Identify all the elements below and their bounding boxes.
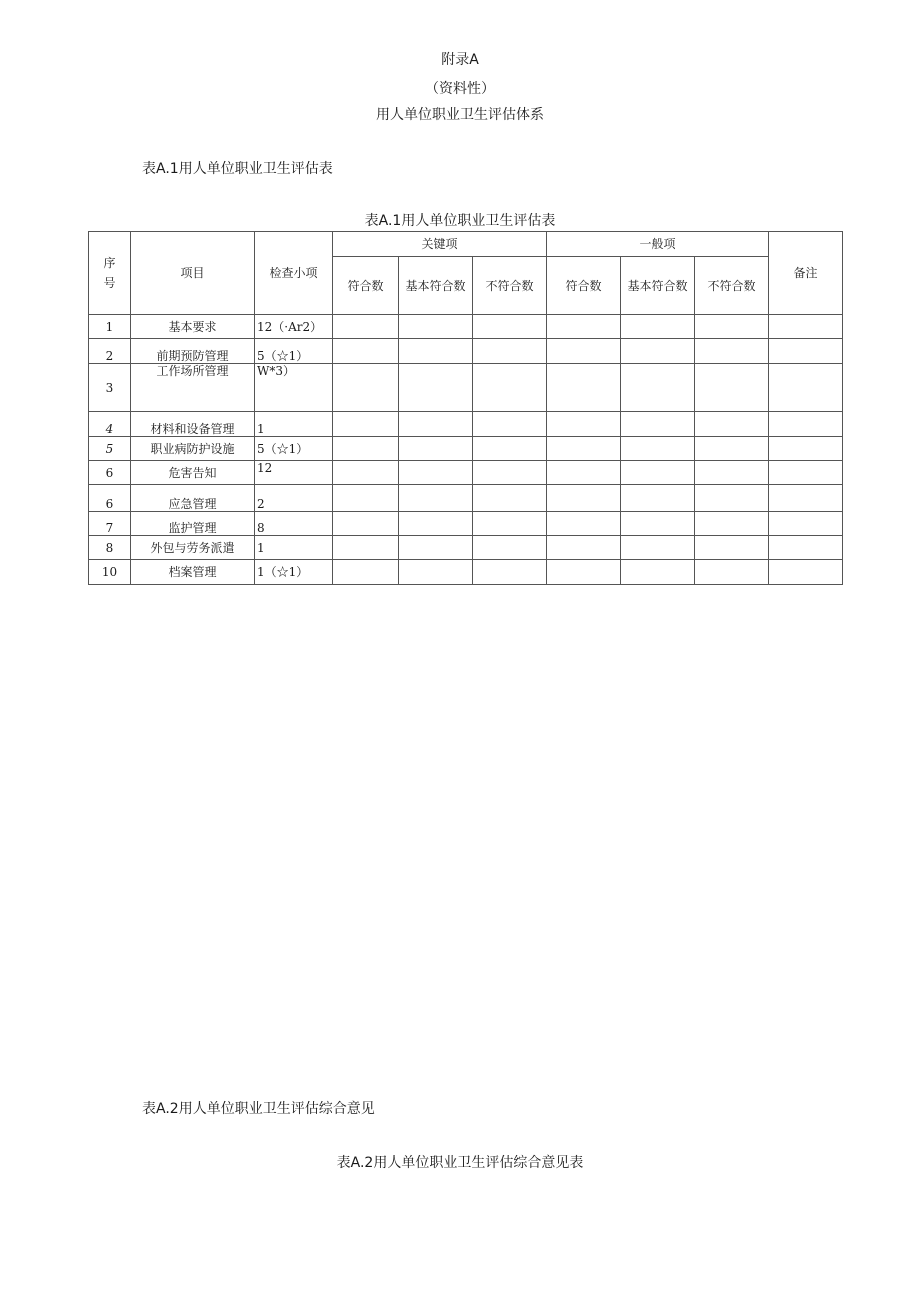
table-row bbox=[89, 512, 843, 536]
row-item: 前期预防管理 bbox=[131, 339, 255, 364]
header-item: 项目 bbox=[131, 232, 255, 315]
table-row bbox=[89, 437, 843, 461]
row-item: 危害告知 bbox=[131, 461, 255, 485]
row-item: 监护管理 bbox=[131, 512, 255, 536]
header-general-nonconform: 不符合数 bbox=[695, 257, 769, 315]
row-seq: 1 bbox=[89, 315, 131, 339]
row-seq: 5 bbox=[89, 437, 131, 461]
row-seq: 6 bbox=[89, 461, 131, 485]
header-key-conform: 符合数 bbox=[333, 257, 399, 315]
row-count: W*3） bbox=[255, 364, 333, 412]
table2-caption: 表A.2用人单位职业卫生评估综合意见表 bbox=[336, 1155, 584, 1171]
appendix-label: 附录A bbox=[441, 52, 479, 68]
row-count: 12 bbox=[255, 461, 333, 485]
row-item: 职业病防护设施 bbox=[131, 437, 255, 461]
table-row bbox=[89, 536, 843, 560]
table-row bbox=[89, 339, 843, 364]
row-item: 工作场所管理 bbox=[131, 364, 255, 412]
table1-lead: 表A.1用人单位职业卫生评估表 bbox=[142, 161, 333, 177]
table-row bbox=[89, 485, 843, 512]
header-key-nonconform: 不符合数 bbox=[473, 257, 547, 315]
row-item: 材料和设备管理 bbox=[131, 412, 255, 437]
table-row bbox=[89, 461, 843, 485]
header-key-basic: 基本符合数 bbox=[399, 257, 473, 315]
evaluation-table bbox=[88, 231, 843, 585]
row-seq: 7 bbox=[89, 512, 131, 536]
table2-lead: 表A.2用人单位职业卫生评估综合意见 bbox=[142, 1101, 375, 1117]
row-item: 档案管理 bbox=[131, 560, 255, 585]
row-count: 1 bbox=[255, 412, 333, 437]
header-general-conform: 符合数 bbox=[547, 257, 621, 315]
row-count: 1（☆1） bbox=[255, 560, 333, 585]
header-general-basic: 基本符合数 bbox=[621, 257, 695, 315]
header-key-items: 关键项 bbox=[333, 232, 547, 257]
row-seq: 6 bbox=[89, 485, 131, 512]
row-seq: 4 bbox=[89, 412, 131, 437]
header-remark: 备注 bbox=[769, 232, 843, 315]
row-item: 应急管理 bbox=[131, 485, 255, 512]
header-check: 检查小项 bbox=[255, 232, 333, 315]
row-count: 5（☆1） bbox=[255, 339, 333, 364]
table1-caption: 表A.1用人单位职业卫生评估表 bbox=[364, 213, 556, 229]
table-row bbox=[89, 315, 843, 339]
row-seq: 3 bbox=[89, 364, 131, 412]
row-item: 基本要求 bbox=[131, 315, 255, 339]
table-row bbox=[89, 364, 843, 412]
row-count: 1 bbox=[255, 536, 333, 560]
row-seq: 10 bbox=[89, 560, 131, 585]
table-row bbox=[89, 412, 843, 437]
header-seq: 序 号 bbox=[89, 232, 131, 315]
header-general-items: 一般项 bbox=[547, 232, 769, 257]
row-count: 12（·Ar2） bbox=[255, 315, 333, 339]
row-count: 8 bbox=[255, 512, 333, 536]
row-seq: 8 bbox=[89, 536, 131, 560]
appendix-title: 用人单位职业卫生评估体系 bbox=[376, 107, 544, 123]
row-item: 外包与劳务派遣 bbox=[131, 536, 255, 560]
row-seq: 2 bbox=[89, 339, 131, 364]
row-count: 2 bbox=[255, 485, 333, 512]
row-count: 5（☆1） bbox=[255, 437, 333, 461]
table-row bbox=[89, 560, 843, 585]
appendix-nature: （资料性） bbox=[425, 81, 495, 97]
